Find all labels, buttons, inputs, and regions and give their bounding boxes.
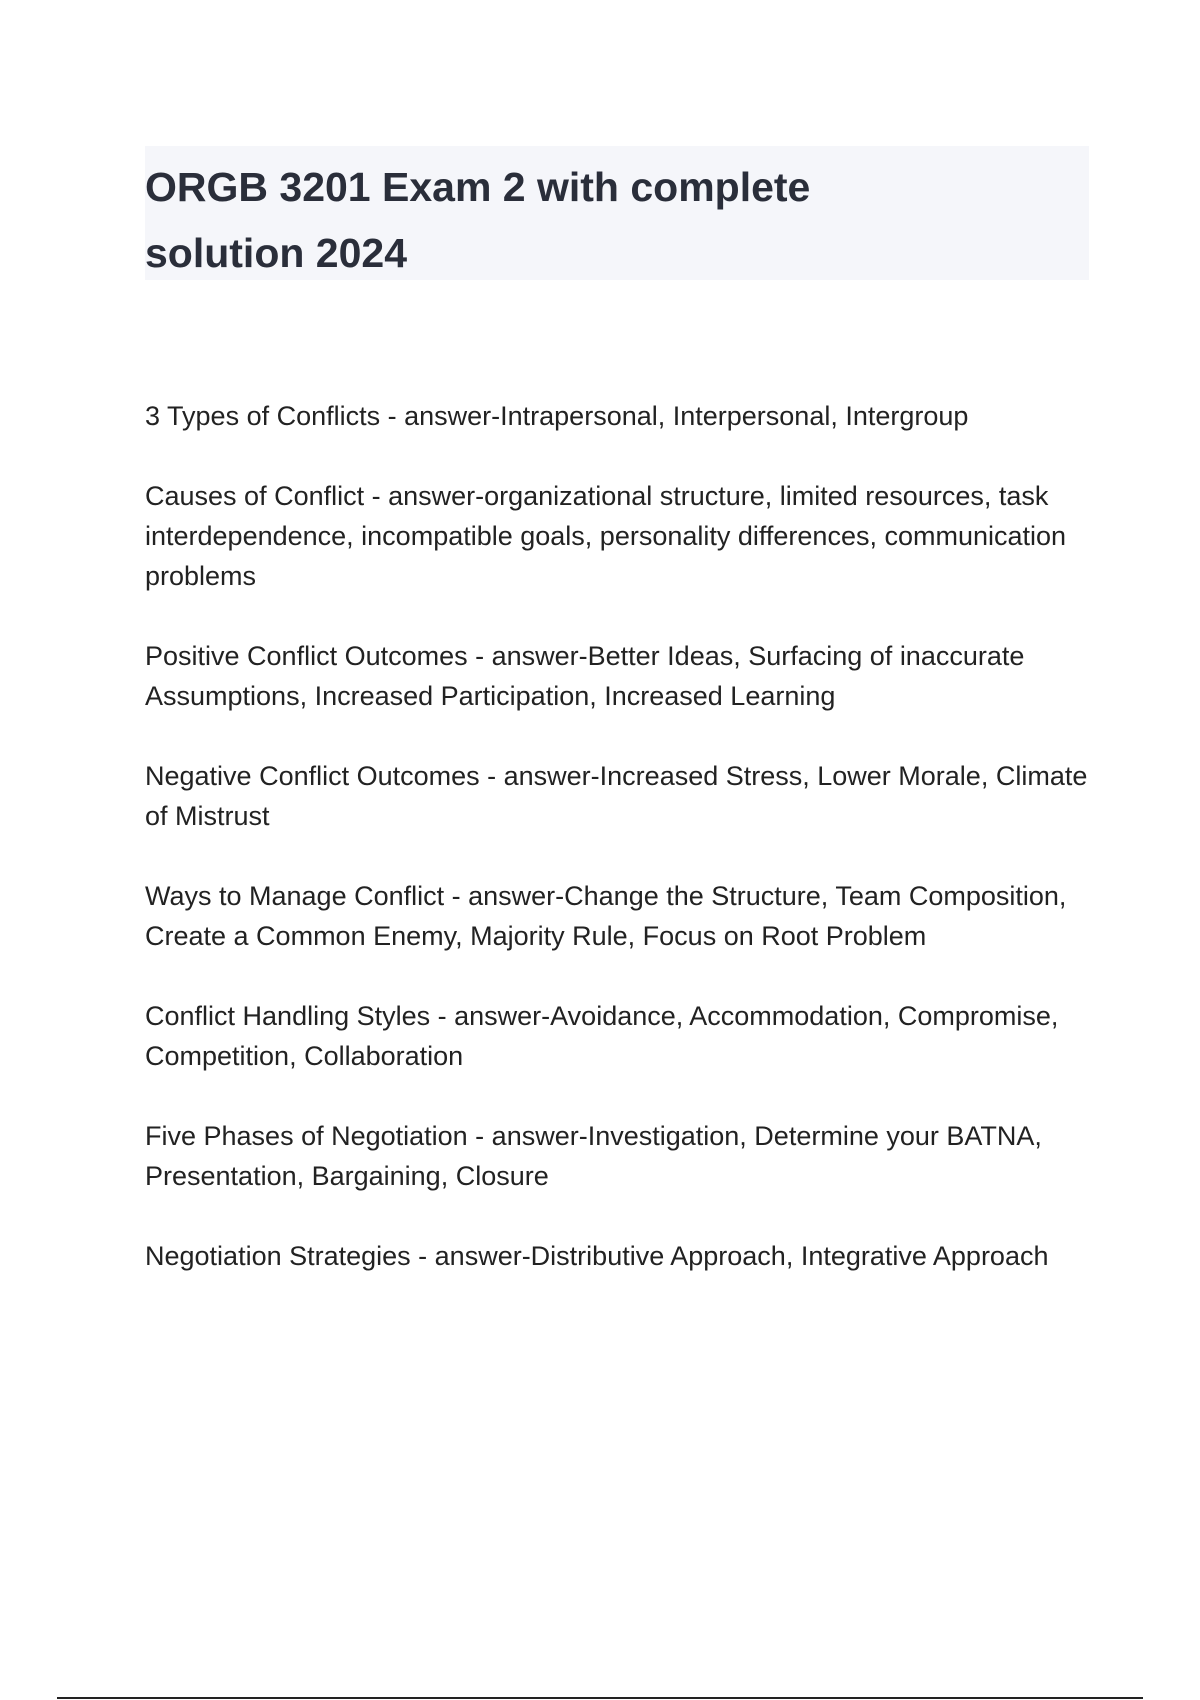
qa-item: Causes of Conflict - answer-organizational structure, limited resources, task interdependence, incompatible goals, personality differences, communication problems <box>145 481 1067 591</box>
qa-item: Ways to Manage Conflict - answer-Change the Structure, Team Composition, Create a Common Enemy, Majority Rule, Focus on Root Problem <box>145 881 1067 951</box>
qa-item: Five Phases of Negotiation - answer-Investigation, Determine your BATNA, Presentation, Bargaining, Closure <box>145 1121 1042 1191</box>
qa-item: Conflict Handling Styles - answer-Avoidance, Accommodation, Compromise, Competition, Collaboration <box>145 1001 1059 1071</box>
qa-list <box>145 396 1095 1316</box>
qa-item: 3 Types of Conflicts - answer-Intrapersonal, Interpersonal, Intergroup <box>145 401 969 431</box>
qa-item: Negative Conflict Outcomes - answer-Increased Stress, Lower Morale, Climate of Mistrust <box>145 761 1088 831</box>
footer-divider <box>57 1697 1143 1699</box>
qa-item: Negotiation Strategies - answer-Distributive Approach, Integrative Approach <box>145 1241 1049 1271</box>
qa-item: Positive Conflict Outcomes - answer-Better Ideas, Surfacing of inaccurate Assumptions, Increased Participation, Increased Learning <box>145 641 1025 711</box>
document-title: ORGB 3201 Exam 2 with complete solution 2024 <box>145 164 811 276</box>
title-banner <box>145 146 1089 280</box>
